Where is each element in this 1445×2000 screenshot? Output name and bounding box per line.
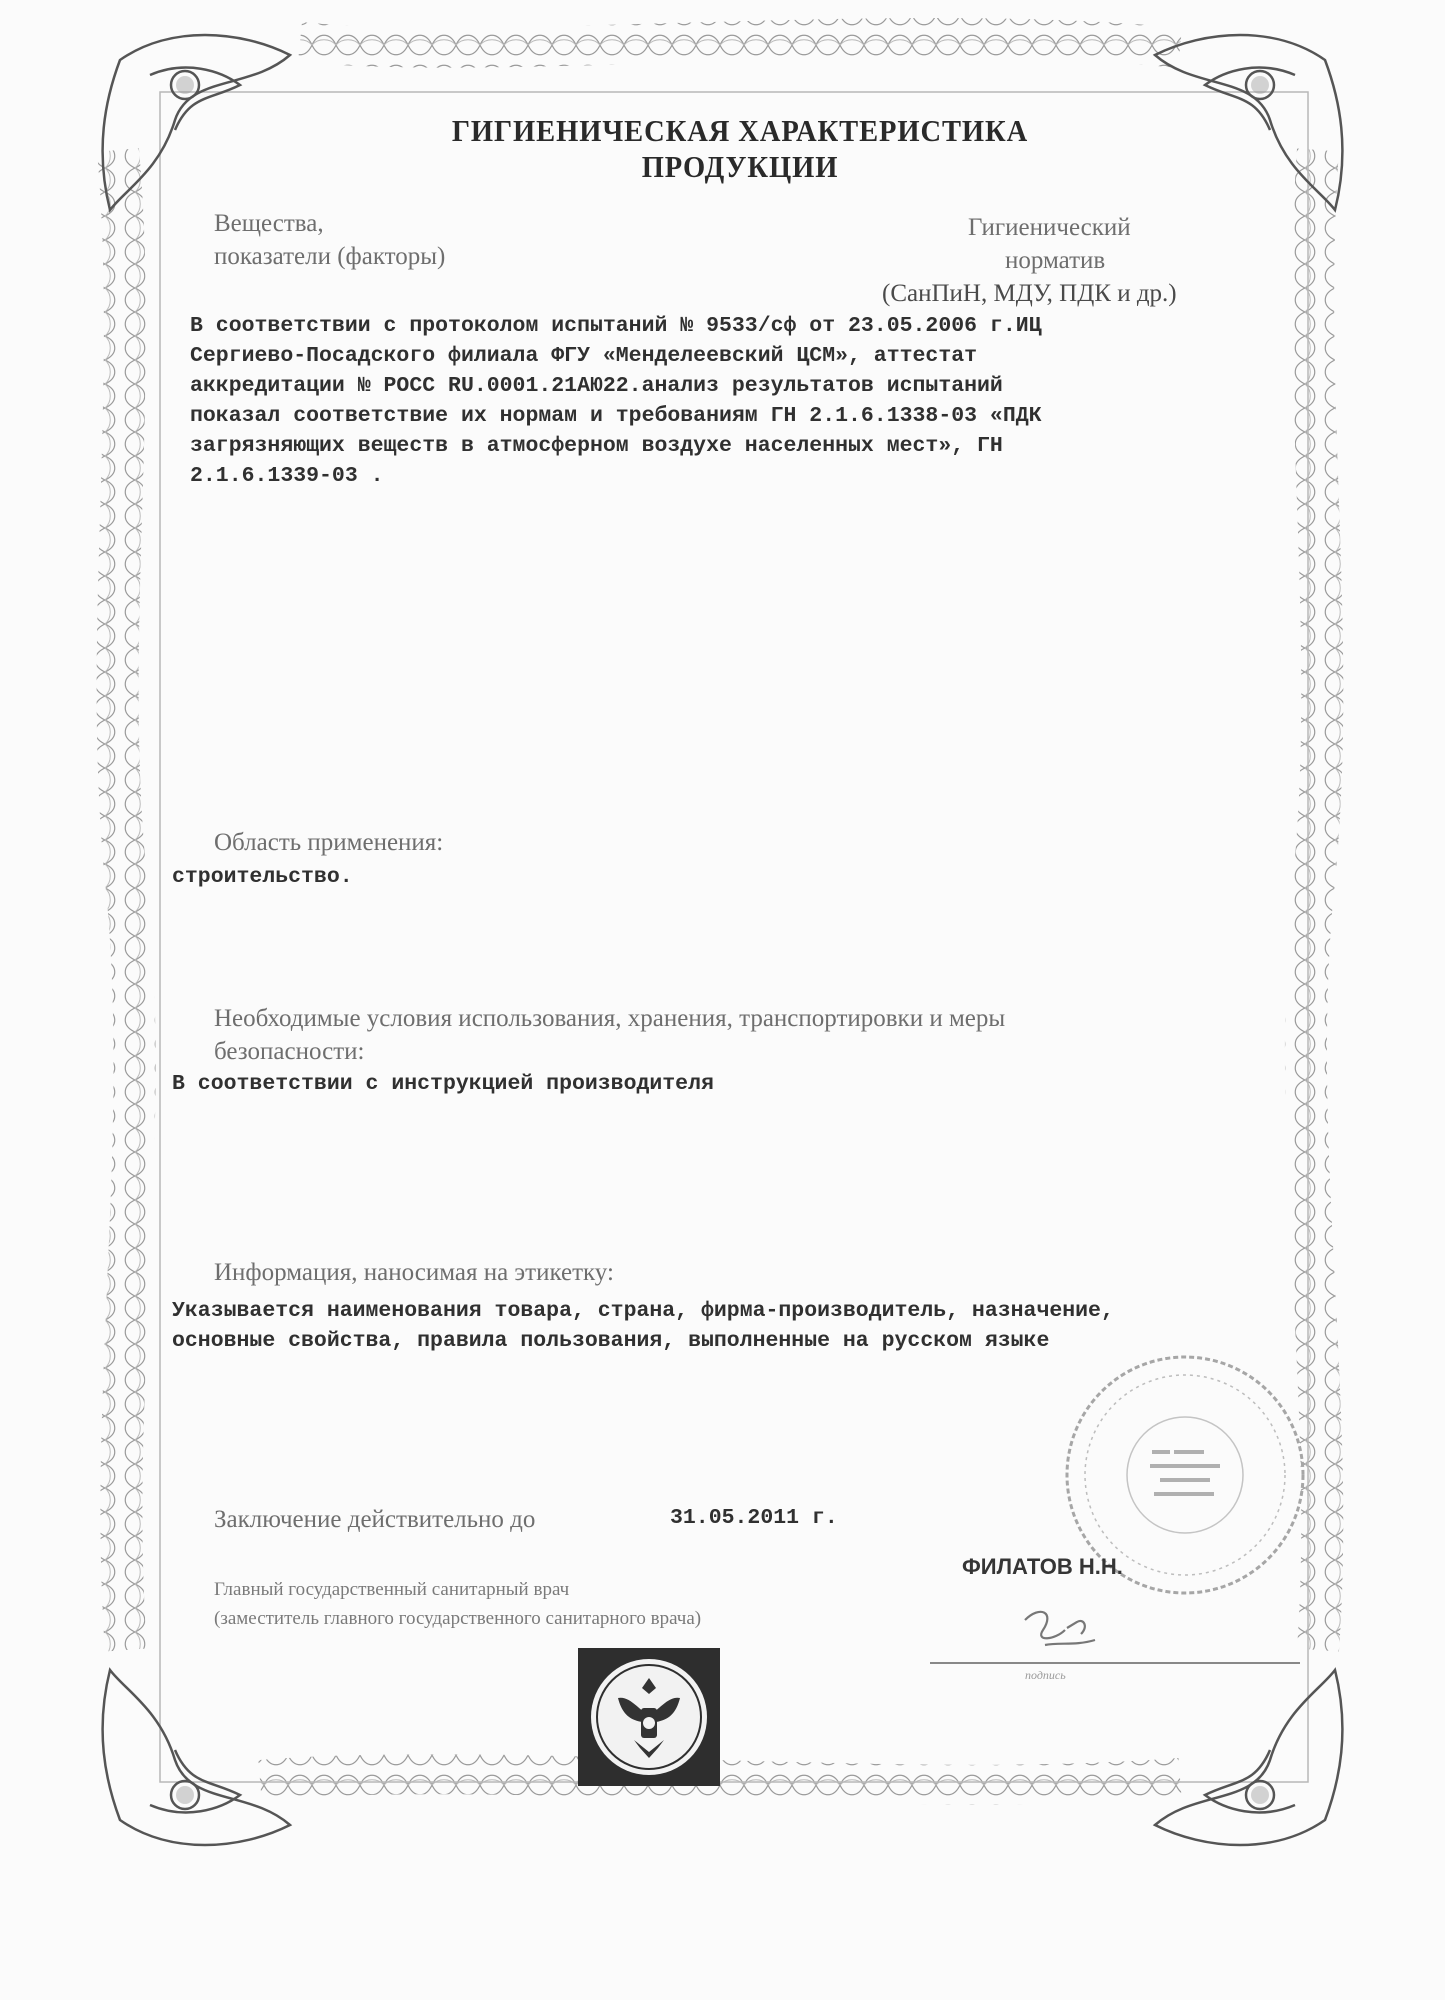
- validity-label: Заключение действительно до: [214, 1506, 536, 1533]
- hygienic-label: Гигиенический: [968, 214, 1131, 241]
- normative-refs-label: (СанПиН, МДУ, ПДК и др.): [882, 280, 1177, 307]
- protocol-line: В соответствии с протоколом испытаний № 9533/сф от 23.05.2006 г.ИЦ: [190, 314, 1042, 338]
- application-label: Область применения:: [214, 829, 444, 856]
- conditions-label-cont: безопасности:: [214, 1038, 365, 1065]
- document-title: ГИГИЕНИЧЕСКАЯ ХАРАКТЕРИСТИКА ПРОДУКЦИИ: [451, 113, 1029, 184]
- signatory-title: Главный государственный санитарный врач: [214, 1579, 570, 1600]
- label-info-value: основные свойства, правила пользования, выполненные на русском языке: [172, 1329, 1050, 1353]
- protocol-line: загрязняющих веществ в атмосферном воздухе населенных мест», ГН: [190, 434, 1003, 458]
- indicators-label: показатели (факторы): [214, 243, 446, 270]
- signature-line: [930, 1662, 1300, 1664]
- normative-label: норматив: [1005, 247, 1106, 274]
- label-info-label: Информация, наносимая на этикетку:: [214, 1259, 614, 1286]
- validity-date: 31.05.2011 г.: [670, 1506, 838, 1530]
- application-value: строительство.: [172, 865, 353, 889]
- substances-label: Вещества,: [214, 210, 324, 237]
- conditions-label: Необходимые условия использования, хранения, транспортировки и меры: [214, 1005, 1006, 1032]
- protocol-line: аккредитации № РОСС RU.0001.21АЮ22.анализ результатов испытаний: [190, 374, 1003, 398]
- protocol-line: Сергиево-Посадского филиала ФГУ «Менделеевский ЦСМ», аттестат: [190, 344, 978, 368]
- label-info-value: Указывается наименования товара, страна, фирма-производитель, назначение,: [172, 1299, 1114, 1323]
- handwritten-signature: [985, 1600, 1125, 1660]
- signatory-name: ФИЛАТОВ Н.Н.: [962, 1554, 1123, 1579]
- protocol-line: показал соответствие их нормам и требованиям ГН 2.1.6.1338-03 «ПДК: [190, 404, 1042, 428]
- signatory-title-cont: (заместитель главного государственного санитарного врача): [214, 1608, 702, 1629]
- protocol-line: 2.1.6.1339-03 .: [190, 464, 384, 488]
- state-emblem: [578, 1648, 720, 1786]
- conditions-value: В соответствии с инструкцией производителя: [172, 1072, 714, 1096]
- signature-caption: подпись: [1025, 1668, 1066, 1682]
